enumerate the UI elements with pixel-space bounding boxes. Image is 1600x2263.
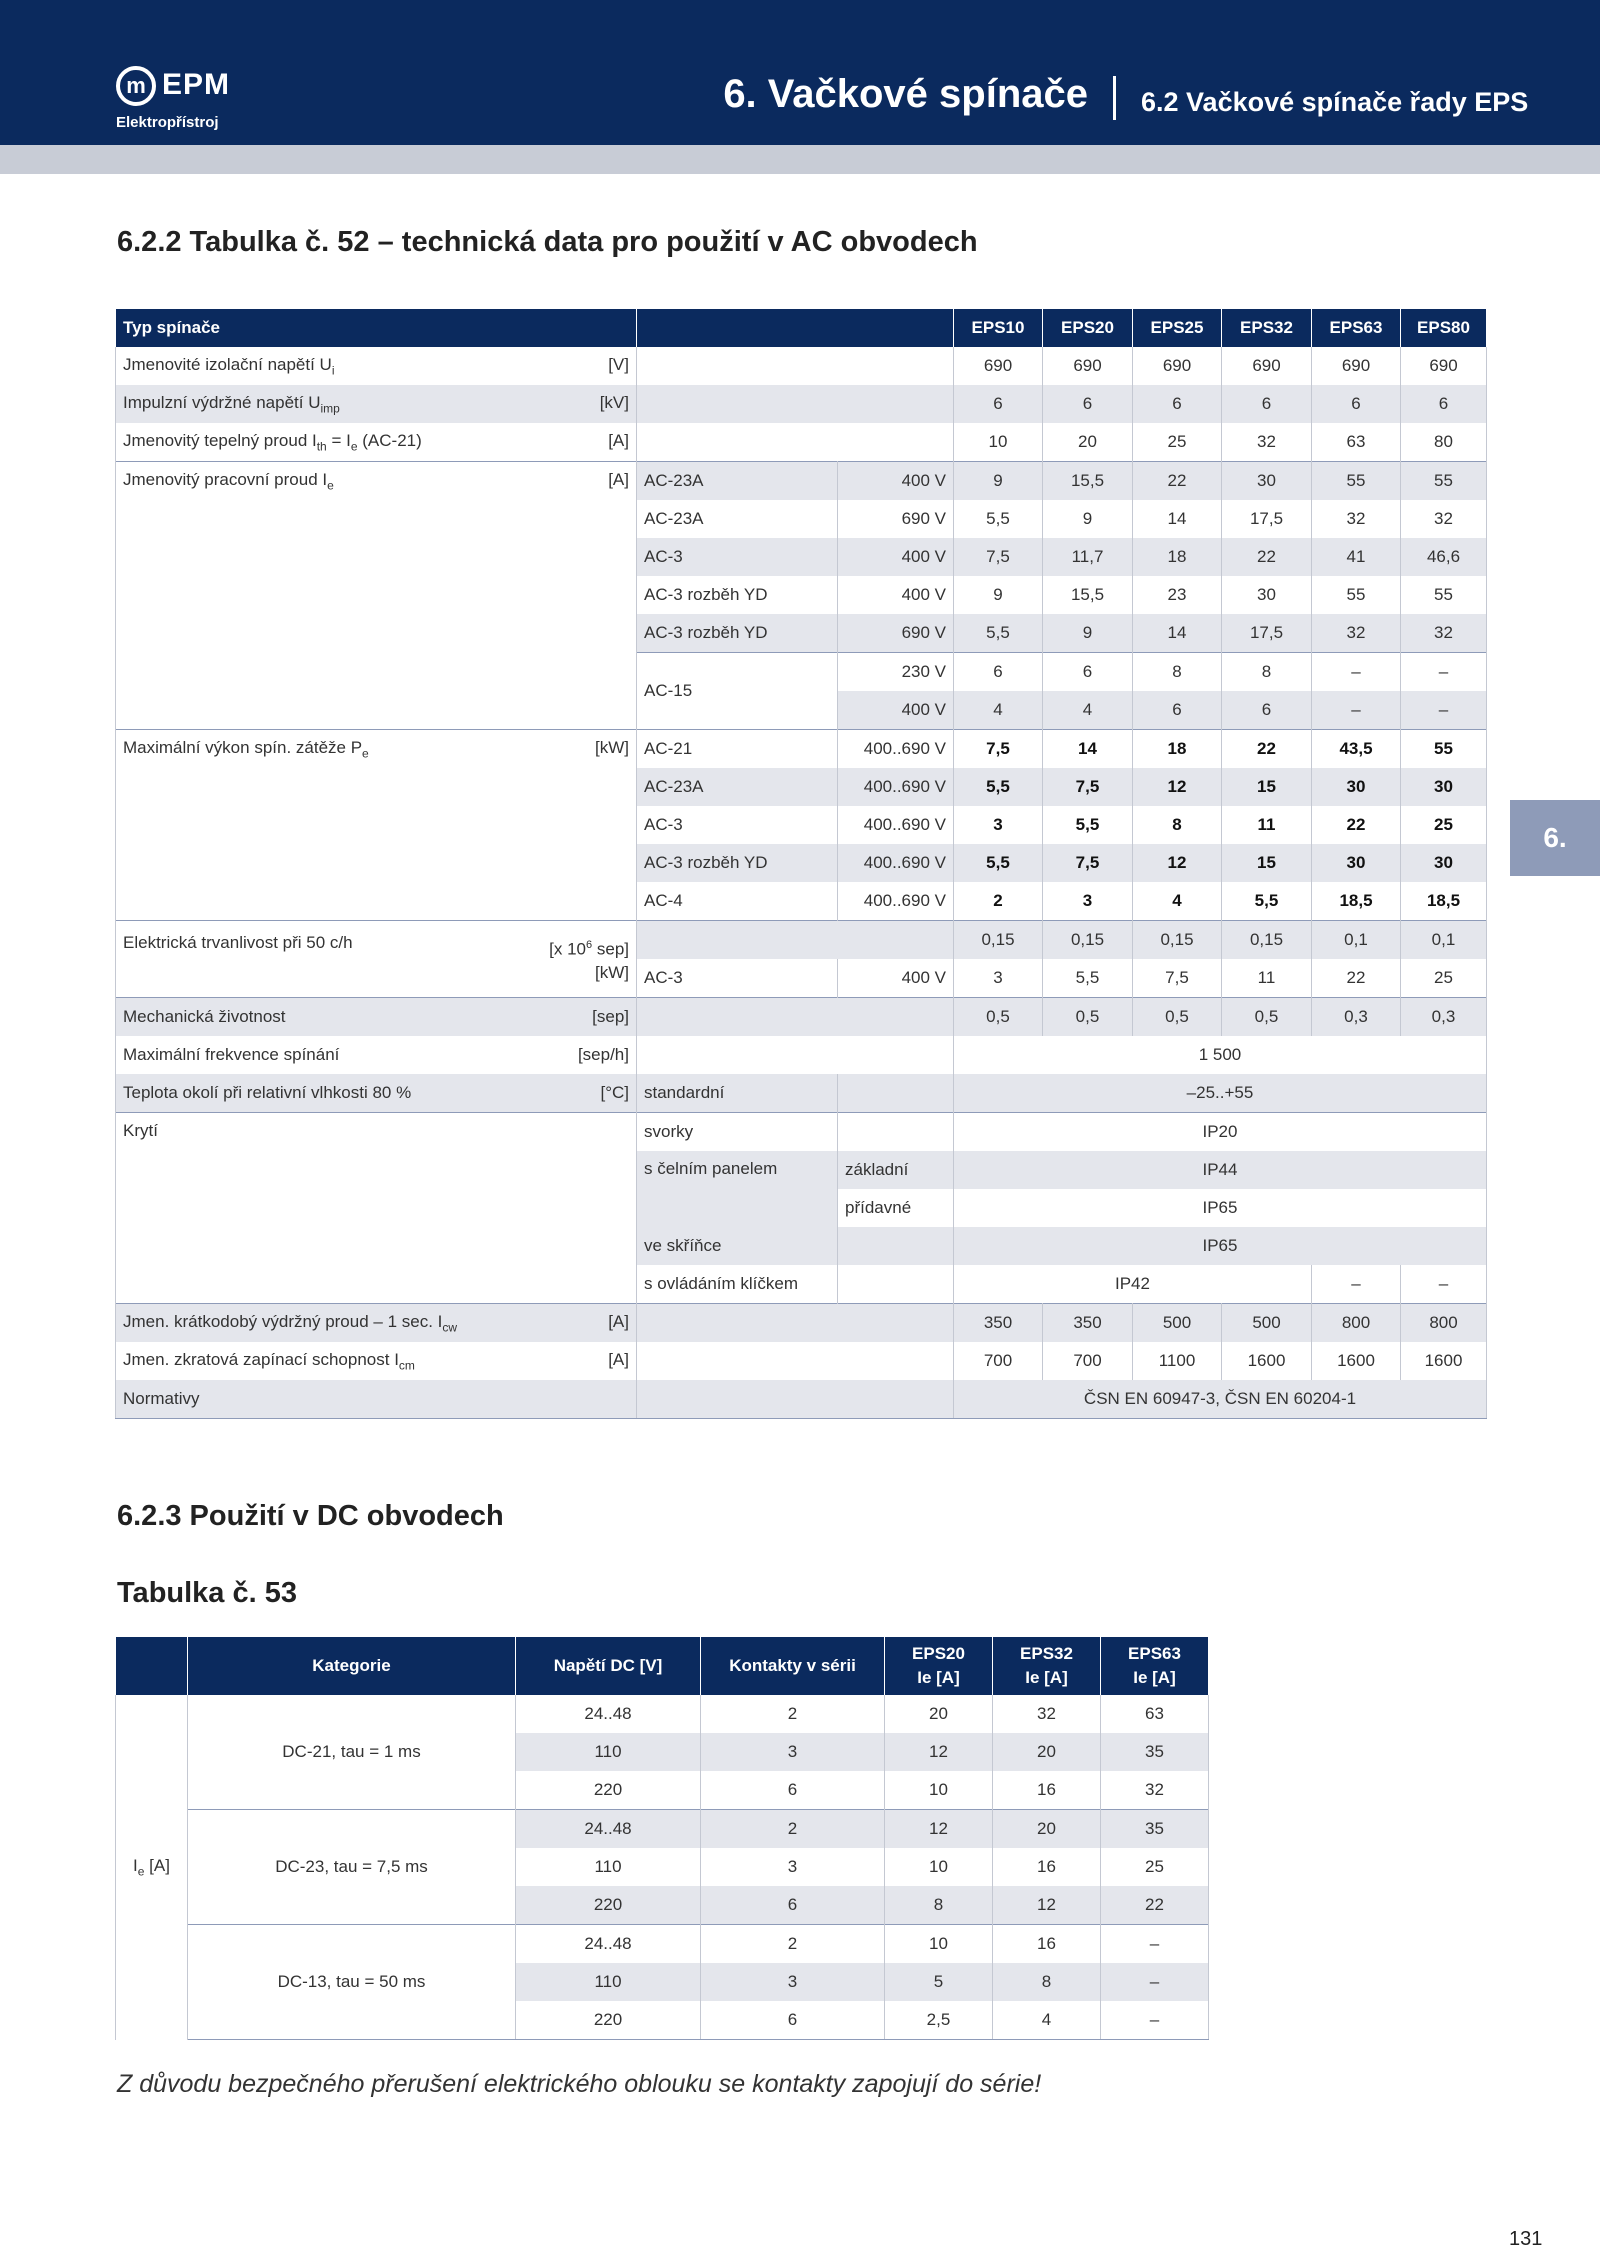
table-cell: 4 [1043, 691, 1133, 730]
table-cell: AC-23A [637, 462, 838, 501]
table-cell: 6 [1222, 385, 1312, 423]
table-row [116, 347, 1487, 385]
table-cell: 3 [954, 959, 1043, 998]
table-cell: 18,5 [1401, 882, 1487, 921]
header-eps32: EPS32 Ie [A] [993, 1637, 1101, 1695]
table-cell: 350 [954, 1304, 1043, 1343]
table-cell: 41 [1312, 538, 1401, 576]
table-cell: 24..48 [516, 1925, 701, 1964]
table-cell: 0,1 [1312, 921, 1401, 960]
table-cell: Jmenovité izolační napětí $U_i$ [V] [116, 347, 637, 385]
table-cell: 0,15 [1222, 921, 1312, 960]
table-cell: 18 [1133, 730, 1222, 769]
table-cell [637, 1036, 954, 1074]
table-cell: 0,5 [1222, 998, 1312, 1037]
table-cell: Maximální frekvence spínání [sep/h] [116, 1036, 637, 1074]
table-cell: 350 [1043, 1304, 1133, 1343]
table-cell: 700 [1043, 1342, 1133, 1380]
logo-subtitle: Elektropřístroj [116, 114, 219, 131]
table-cell: 15,5 [1043, 462, 1133, 501]
table-row [116, 1074, 1487, 1113]
table-cell: 7,5 [954, 538, 1043, 576]
table-cell: 25 [1101, 1848, 1209, 1886]
table-cell: 0,1 [1401, 921, 1487, 960]
table-cell: Jmenovitý tepelný proud $I_{th} = I_e$ (AC-21) [A] [116, 423, 637, 462]
series-contacts-note: Z důvodu bezpečného přerušení elektrického oblouku se kontakty zapojují do série! [117, 2070, 1042, 2098]
table-cell: 0,5 [954, 998, 1043, 1037]
table-cell: 12 [885, 1810, 993, 1849]
table-cell: 0,15 [1133, 921, 1222, 960]
table-row [116, 1925, 1209, 1964]
table-cell: 110 [516, 1848, 701, 1886]
header-subbar [0, 145, 1600, 174]
table-cell: 0,15 [1043, 921, 1133, 960]
table-cell [637, 1342, 954, 1380]
chapter-title: 6. Vačkové spínače [723, 72, 1088, 116]
table-cell: – [1101, 1925, 1209, 1964]
table-cell: – [1401, 1265, 1487, 1304]
table-cell: 7,5 [1133, 959, 1222, 998]
table-cell: svorky [637, 1113, 838, 1152]
table-cell: 25 [1401, 806, 1487, 844]
table-cell: 15 [1222, 844, 1312, 882]
table-cell: 12 [1133, 768, 1222, 806]
table-cell: 63 [1101, 1695, 1209, 1733]
table-cell: 25 [1133, 423, 1222, 462]
table-cell: 6 [701, 1771, 885, 1810]
chapter-side-tab[interactable]: 6. [1510, 800, 1600, 876]
table-cell: 16 [993, 1771, 1101, 1810]
table-cell: 20 [993, 1733, 1101, 1771]
table-cell: IP20 [954, 1113, 1487, 1152]
table-cell: 32 [1312, 500, 1401, 538]
table-cell: AC-21 [637, 730, 838, 769]
table53-heading: Tabulka č. 53 [117, 1577, 297, 1609]
table-row [116, 1695, 1209, 1733]
table-row [116, 1304, 1487, 1343]
table-cell: 22 [1312, 806, 1401, 844]
table-cell: 12 [885, 1733, 993, 1771]
table-cell: 8 [1222, 653, 1312, 692]
table-cell: AC-3 rozběh YD [637, 576, 838, 614]
table-cell: 9 [954, 576, 1043, 614]
table-cell: – [1101, 1963, 1209, 2001]
table-cell: 7,5 [954, 730, 1043, 769]
table-cell: 11 [1222, 959, 1312, 998]
table-cell: IP44 [954, 1151, 1487, 1189]
table-cell: 8 [1133, 806, 1222, 844]
table-cell: 10 [885, 1848, 993, 1886]
table-row [116, 730, 1487, 769]
table-cell [637, 921, 954, 960]
table-cell: 1 500 [954, 1036, 1487, 1074]
table-cell: 32 [1312, 614, 1401, 653]
table-cell: 30 [1312, 844, 1401, 882]
table-cell: 5,5 [954, 614, 1043, 653]
table-cell: 30 [1222, 576, 1312, 614]
table-cell: 5,5 [1043, 806, 1133, 844]
table-cell: ve skříňce [637, 1227, 838, 1265]
header-kategorie: Kategorie [188, 1637, 516, 1695]
table-cell: AC-3 rozběh YD [637, 614, 838, 653]
header-kontakty: Kontakty v sérii [701, 1637, 885, 1695]
table-cell: 22 [1133, 462, 1222, 501]
table-cell: Normativy [116, 1380, 637, 1419]
table-cell: 400 V [838, 691, 954, 730]
table-cell: AC-23A [637, 768, 838, 806]
table-cell: AC-3 [637, 538, 838, 576]
table-cell: – [1312, 691, 1401, 730]
header-separator [1113, 76, 1116, 120]
table-cell: 1600 [1222, 1342, 1312, 1380]
table-cell: 15,5 [1043, 576, 1133, 614]
table-row [116, 1380, 1487, 1419]
logo-brand: EPM [162, 68, 231, 101]
table-cell: AC-3 [637, 959, 838, 998]
table-cell: 23 [1133, 576, 1222, 614]
table-row [116, 1810, 1209, 1849]
table-cell: 20 [1043, 423, 1133, 462]
table-cell: 500 [1222, 1304, 1312, 1343]
header-eps20: EPS20 Ie [A] [885, 1637, 993, 1695]
table-cell: 11,7 [1043, 538, 1133, 576]
table-cell: 5 [885, 1963, 993, 2001]
table-cell: 10 [885, 1771, 993, 1810]
table-row [116, 385, 1487, 423]
table-cell: 2 [701, 1695, 885, 1733]
table-cell [637, 385, 954, 423]
table-cell: 32 [1101, 1771, 1209, 1810]
table-cell: DC-21, tau = 1 ms [188, 1695, 516, 1810]
table-cell: 30 [1401, 844, 1487, 882]
table-cell: 17,5 [1222, 500, 1312, 538]
table-cell: 63 [1312, 423, 1401, 462]
table-cell: IP65 [954, 1227, 1487, 1265]
table-cell: 3 [701, 1733, 885, 1771]
table-cell: AC-15 [637, 653, 838, 730]
table-cell: 80 [1401, 423, 1487, 462]
table-cell: 10 [885, 1925, 993, 1964]
table-cell [838, 1074, 954, 1113]
table-cell: s ovládáním klíčkem [637, 1265, 838, 1304]
header-model: EPS80 [1401, 309, 1487, 347]
table-cell: 6 [701, 2001, 885, 2040]
table-cell: 800 [1312, 1304, 1401, 1343]
table-row [116, 462, 1487, 501]
table-cell: 46,6 [1401, 538, 1487, 576]
table-cell [637, 1380, 954, 1419]
table-cell [838, 1265, 954, 1304]
table-cell: 55 [1401, 462, 1487, 501]
table-cell: 55 [1401, 576, 1487, 614]
table-cell: 5,5 [1043, 959, 1133, 998]
section-title: 6.2 Vačkové spínače řady EPS [1141, 87, 1529, 117]
table-row [116, 423, 1487, 462]
table-cell: 0,3 [1401, 998, 1487, 1037]
header-typ-spinace: Typ spínače [116, 309, 637, 347]
table-cell: 2,5 [885, 2001, 993, 2040]
header-model: EPS20 [1043, 309, 1133, 347]
table-cell: 2 [701, 1810, 885, 1849]
table-cell: 1600 [1401, 1342, 1487, 1380]
table-cell: 400..690 V [838, 806, 954, 844]
table-cell: 5,5 [954, 844, 1043, 882]
table-row [116, 998, 1487, 1037]
table-cell: přídavné [838, 1189, 954, 1227]
table-cell: 30 [1312, 768, 1401, 806]
table-cell: 16 [993, 1925, 1101, 1964]
table-cell: 690 V [838, 500, 954, 538]
table-cell: 400 V [838, 538, 954, 576]
table-cell: 30 [1401, 768, 1487, 806]
table-cell: 12 [993, 1886, 1101, 1925]
table-cell: AC-4 [637, 882, 838, 921]
table-cell: 6 [1312, 385, 1401, 423]
table-cell: 25 [1401, 959, 1487, 998]
table-cell: 55 [1401, 730, 1487, 769]
table-cell: 6 [1133, 691, 1222, 730]
table-cell: 400..690 V [838, 844, 954, 882]
table-cell: – [1101, 2001, 1209, 2040]
table-cell: 400..690 V [838, 730, 954, 769]
table-cell: 800 [1401, 1304, 1487, 1343]
table-cell: 8 [1133, 653, 1222, 692]
table-cell: 7,5 [1043, 844, 1133, 882]
table-cell: 400 V [838, 576, 954, 614]
table-cell: 3 [701, 1963, 885, 2001]
table-cell: Jmenovitý pracovní proud $I_e$ [A] [116, 462, 637, 730]
table-cell: 2 [701, 1925, 885, 1964]
table-cell: 700 [954, 1342, 1043, 1380]
table-cell: 6 [954, 653, 1043, 692]
table-cell: 5,5 [954, 768, 1043, 806]
header-model: EPS25 [1133, 309, 1222, 347]
table-cell: 690 [1222, 347, 1312, 385]
table-cell [838, 1113, 954, 1152]
table-cell: IP65 [954, 1189, 1487, 1227]
table-cell: DC-23, tau = 7,5 ms [188, 1810, 516, 1925]
table-cell: 690 [1312, 347, 1401, 385]
table-cell: 43,5 [1312, 730, 1401, 769]
table-cell: 5,5 [954, 500, 1043, 538]
table-cell: – [1312, 653, 1401, 692]
table-cell: – [1312, 1265, 1401, 1304]
table-cell: 1100 [1133, 1342, 1222, 1380]
table-cell: 110 [516, 1963, 701, 2001]
table-cell: 8 [885, 1886, 993, 1925]
table-cell: 55 [1312, 576, 1401, 614]
table-cell: 15 [1222, 768, 1312, 806]
table-cell: 110 [516, 1733, 701, 1771]
table-cell: 0,3 [1312, 998, 1401, 1037]
table-cell: 35 [1101, 1733, 1209, 1771]
table-cell: 32 [1401, 500, 1487, 538]
table-cell: –25..+55 [954, 1074, 1487, 1113]
table-cell: 20 [885, 1695, 993, 1733]
table-53 [115, 1637, 1209, 2040]
table-cell: 22 [1312, 959, 1401, 998]
table-cell: – [1401, 653, 1487, 692]
table-row [116, 921, 1487, 960]
header-napeti: Napětí DC [V] [516, 1637, 701, 1695]
table-cell: 500 [1133, 1304, 1222, 1343]
table-cell: 7,5 [1043, 768, 1133, 806]
table-cell: 20 [993, 1810, 1101, 1849]
table-cell: 9 [954, 462, 1043, 501]
table-row [116, 1342, 1487, 1380]
table-cell: 12 [1133, 844, 1222, 882]
table-cell: 690 [954, 347, 1043, 385]
table-cell: 4 [993, 2001, 1101, 2040]
table-cell: 24..48 [516, 1695, 701, 1733]
table-cell: 14 [1043, 730, 1133, 769]
table-cell: 55 [1312, 462, 1401, 501]
table-cell: 6 [1043, 385, 1133, 423]
table-cell: 9 [1043, 500, 1133, 538]
table-cell: 32 [1401, 614, 1487, 653]
table-cell: 0,15 [954, 921, 1043, 960]
table-cell: 3 [954, 806, 1043, 844]
table-cell: Impulzní výdržné napětí $U_{imp}$ [kV] [116, 385, 637, 423]
table-cell: AC-3 rozběh YD [637, 844, 838, 882]
page-number: 131 [1509, 2228, 1543, 2250]
table-cell: 690 V [838, 614, 954, 653]
table-cell: 18,5 [1312, 882, 1401, 921]
table-cell: 32 [993, 1695, 1101, 1733]
table-cell: základní [838, 1151, 954, 1189]
table-cell [637, 423, 954, 462]
table-cell: 220 [516, 1771, 701, 1810]
table-cell: 11 [1222, 806, 1312, 844]
table-cell: 22 [1222, 730, 1312, 769]
table-cell: Maximální výkon spín. zátěže $P_e$ [kW] [116, 730, 637, 921]
table-cell: 1600 [1312, 1342, 1401, 1380]
table-cell: 18 [1133, 538, 1222, 576]
table-cell: 0,5 [1133, 998, 1222, 1037]
table-cell: 690 [1401, 347, 1487, 385]
table-cell: 0,5 [1043, 998, 1133, 1037]
table-cell: 2 [954, 882, 1043, 921]
header-model: EPS63 [1312, 309, 1401, 347]
table-cell: 400..690 V [838, 882, 954, 921]
table-cell: 30 [1222, 462, 1312, 501]
table-cell: 6 [954, 385, 1043, 423]
table-cell: 6 [701, 1886, 885, 1925]
table-cell: 3 [701, 1848, 885, 1886]
table-cell: 690 [1133, 347, 1222, 385]
table-cell: AC-23A [637, 500, 838, 538]
header-model: EPS32 [1222, 309, 1312, 347]
table-cell: 400 V [838, 462, 954, 501]
table-cell: 22 [1222, 538, 1312, 576]
table-cell: AC-3 [637, 806, 838, 844]
table-cell: 24..48 [516, 1810, 701, 1849]
table-cell: Elektrická trvanlivost při 50 c/h [x $10^6$ sep] [kW] [116, 921, 637, 998]
table-cell: 6 [1222, 691, 1312, 730]
header-eps63: EPS63 Ie [A] [1101, 1637, 1209, 1695]
table-row [116, 1113, 1487, 1152]
table-cell: 690 [1043, 347, 1133, 385]
table-header-row [116, 1637, 1209, 1695]
table-cell: Jmen. zkratová zapínací schopnost $I_{cm}$ [A] [116, 1342, 637, 1380]
table-cell: 6 [1133, 385, 1222, 423]
table-cell: 220 [516, 2001, 701, 2040]
table-header-row [116, 309, 1487, 347]
table-cell [838, 1227, 954, 1265]
table-cell [637, 1304, 954, 1343]
table-cell: 10 [954, 423, 1043, 462]
table-cell: DC-13, tau = 50 ms [188, 1925, 516, 2040]
table-cell: 4 [954, 691, 1043, 730]
table-cell: 5,5 [1222, 882, 1312, 921]
table-cell: Krytí [116, 1113, 637, 1304]
table-cell: 35 [1101, 1810, 1209, 1849]
header-model: EPS10 [954, 309, 1043, 347]
table-cell: IP42 [954, 1265, 1312, 1304]
table-cell: 3 [1043, 882, 1133, 921]
table-cell: 6 [1043, 653, 1133, 692]
table-cell: 16 [993, 1848, 1101, 1886]
table-cell: 32 [1222, 423, 1312, 462]
table-cell: 14 [1133, 500, 1222, 538]
table-cell: 6 [1401, 385, 1487, 423]
section-dc-heading: 6.2.3 Použití v DC obvodech [117, 1500, 504, 1532]
table-row [116, 1036, 1487, 1074]
table-cell: 4 [1133, 882, 1222, 921]
table-cell: 9 [1043, 614, 1133, 653]
row-label-ie: $I_e$ [A] [116, 1695, 188, 2040]
table-cell: 14 [1133, 614, 1222, 653]
logo-mark-icon: m [116, 66, 156, 106]
table-cell [637, 998, 954, 1037]
table-cell [637, 347, 954, 385]
epm-logo [116, 66, 246, 138]
table-cell: 22 [1101, 1886, 1209, 1925]
table-cell: standardní [637, 1074, 838, 1113]
table-cell: 220 [516, 1886, 701, 1925]
table-cell: 400..690 V [838, 768, 954, 806]
table-cell: Teplota okolí při relativní vlhkosti 80 % [°C] [116, 1074, 637, 1113]
table-cell: Mechanická životnost [sep] [116, 998, 637, 1037]
table-cell: 400 V [838, 959, 954, 998]
table52-heading: 6.2.2 Tabulka č. 52 – technická data pro použití v AC obvodech [117, 226, 978, 258]
table-cell: ČSN EN 60947-3, ČSN EN 60204-1 [954, 1380, 1487, 1419]
table-cell: 17,5 [1222, 614, 1312, 653]
table-cell: 230 V [838, 653, 954, 692]
table-cell: s čelním panelem [637, 1151, 838, 1227]
table-cell: – [1401, 691, 1487, 730]
table-cell: 8 [993, 1963, 1101, 2001]
table-52 [115, 309, 1487, 1419]
table-cell: Jmen. krátkodobý výdržný proud – 1 sec. $I_{cw}$ [A] [116, 1304, 637, 1343]
